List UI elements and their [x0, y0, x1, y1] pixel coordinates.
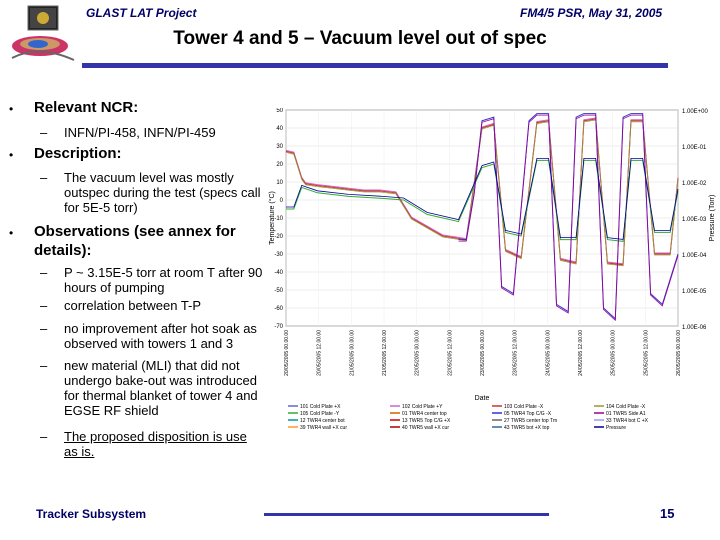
legend-entry: 13 TWR5 Top C/G +X	[402, 418, 451, 424]
x-tick-label: 25/05/2005 12.00.00	[643, 330, 650, 376]
x-tick-label: 22/05/2005 00.00.00	[414, 330, 421, 376]
sub-bullet: – P ~ 3.15E-5 torr at room T after 90 hours of pumping	[40, 265, 263, 295]
x-tick-label: 26/05/2005 00.00.00	[676, 330, 682, 376]
legend-entry: 43 TWR5 bot +X top	[504, 425, 550, 431]
vacuum-temperature-chart	[264, 108, 720, 468]
y-tick-label: 50	[276, 108, 283, 114]
y-tick-label: 30	[276, 144, 283, 150]
sub-bullet: – INFN/PI-458, INFN/PI-459	[40, 125, 216, 140]
legend	[288, 404, 649, 431]
sub-bullet: – no improvement after hot soak as observed with towers 1 and 3	[40, 321, 257, 351]
bullet-dot: •	[9, 226, 14, 240]
x-tick-label: 23/05/2005 12.00.00	[512, 330, 519, 376]
y-tick-label: 20	[276, 162, 283, 168]
y-tick-label: -40	[274, 270, 283, 276]
footer-subsystem: Tracker Subsystem	[36, 507, 147, 521]
y2-axis-label: Pressure (Torr)	[709, 194, 716, 242]
sub-bullet: – correlation between T-P	[40, 298, 202, 313]
y2-axis-ticks	[682, 109, 709, 331]
legend-entry: 39 TWR4 wall +X cur	[300, 425, 348, 431]
bullet-description: Description:	[34, 145, 122, 162]
y2-tick-label: 1.00E-05	[682, 289, 707, 295]
y-tick-label: 0	[279, 198, 283, 204]
bullet-relevant-ncr: Relevant NCR:	[34, 99, 139, 116]
y-tick-label: -50	[274, 288, 283, 294]
y2-tick-label: 1.00E-04	[682, 253, 707, 259]
legend-entry: 105 Cold Plate -Y	[300, 411, 340, 417]
y2-tick-label: 1.00E-06	[682, 325, 707, 331]
y2-tick-label: 1.00E-02	[682, 181, 707, 187]
x-tick-label: 22/05/2005 12.00.00	[447, 330, 454, 376]
x-tick-label: 24/05/2005 12.00.00	[578, 330, 584, 376]
legend-entry: 101 Cold Plate +X	[300, 404, 341, 410]
x-axis-ticks	[284, 330, 682, 376]
legend-entry: Pressure	[606, 425, 627, 431]
legend-entry: 104 Cold Plate -X	[606, 404, 646, 410]
page-number: 15	[660, 506, 675, 521]
legend-entry: 40 TWR5 wall +X cur	[402, 425, 450, 431]
y-tick-label: -10	[274, 216, 283, 222]
y-tick-label: -20	[274, 234, 283, 240]
y-tick-label: -60	[274, 306, 283, 312]
x-tick-label: 20/05/2005 00.00.00	[284, 330, 290, 376]
title-underline	[82, 63, 668, 68]
legend-entry: 12 TWR4 center bot	[300, 418, 345, 424]
bullet-observations: Observations (see annex for details):	[34, 223, 236, 259]
x-axis-label: Date	[474, 395, 490, 402]
y-tick-label: -70	[274, 324, 283, 330]
legend-entry: 05 TWR4 Top C/G -X	[504, 411, 552, 417]
sub-bullet: – The vacuum level was mostly outspec during the test (specs call for 5E-5 torr)	[40, 170, 261, 215]
y-tick-label: 40	[276, 126, 283, 132]
x-tick-label: 23/05/2005 00.00.00	[480, 330, 486, 376]
y2-tick-label: 1.00E-03	[682, 217, 707, 223]
x-tick-label: 25/05/2005 00.00.00	[610, 330, 617, 376]
y-tick-label: -30	[274, 252, 283, 258]
y-axis-label: Temperature (°C)	[269, 191, 276, 245]
header-project: GLAST LAT Project	[86, 6, 197, 20]
legend-entry: 01 TWR4 center top	[402, 411, 447, 417]
sub-bullet: – new material (MLI) that did not undergo bake-out was introduced for thermal blanket of tower 4 and EGSE RF shield	[40, 358, 258, 418]
footer-rule	[264, 513, 549, 516]
sub-bullet-disposition: – The proposed disposition is use as is.	[40, 429, 247, 459]
legend-entry: 33 TWR4 bot C +X	[606, 418, 649, 424]
y-tick-label: 10	[276, 180, 283, 186]
legend-entry: 102 Cold Plate +Y	[402, 404, 443, 410]
x-tick-label: 20/05/2005 12.00.00	[316, 330, 323, 376]
header-event: FM4/5 PSR, May 31, 2005	[520, 6, 663, 20]
x-tick-label: 24/05/2005 00.00.00	[545, 330, 552, 376]
legend-entry: 103 Cold Plate -X	[504, 404, 544, 410]
legend-entry: 27 TWR5 center top Tm	[504, 418, 558, 424]
y2-tick-label: 1.00E+00	[682, 109, 708, 115]
legend-entry: 01 TWR5 Side A1	[606, 411, 646, 417]
x-tick-label: 21/05/2005 00.00.00	[349, 330, 356, 376]
y2-tick-label: 1.00E-01	[682, 145, 707, 151]
x-tick-label: 21/05/2005 12.00.00	[382, 330, 388, 376]
bullet-dot: •	[9, 148, 14, 162]
slide-title: Tower 4 and 5 – Vacuum level out of spec	[173, 28, 547, 49]
bullet-dot: •	[9, 102, 14, 116]
